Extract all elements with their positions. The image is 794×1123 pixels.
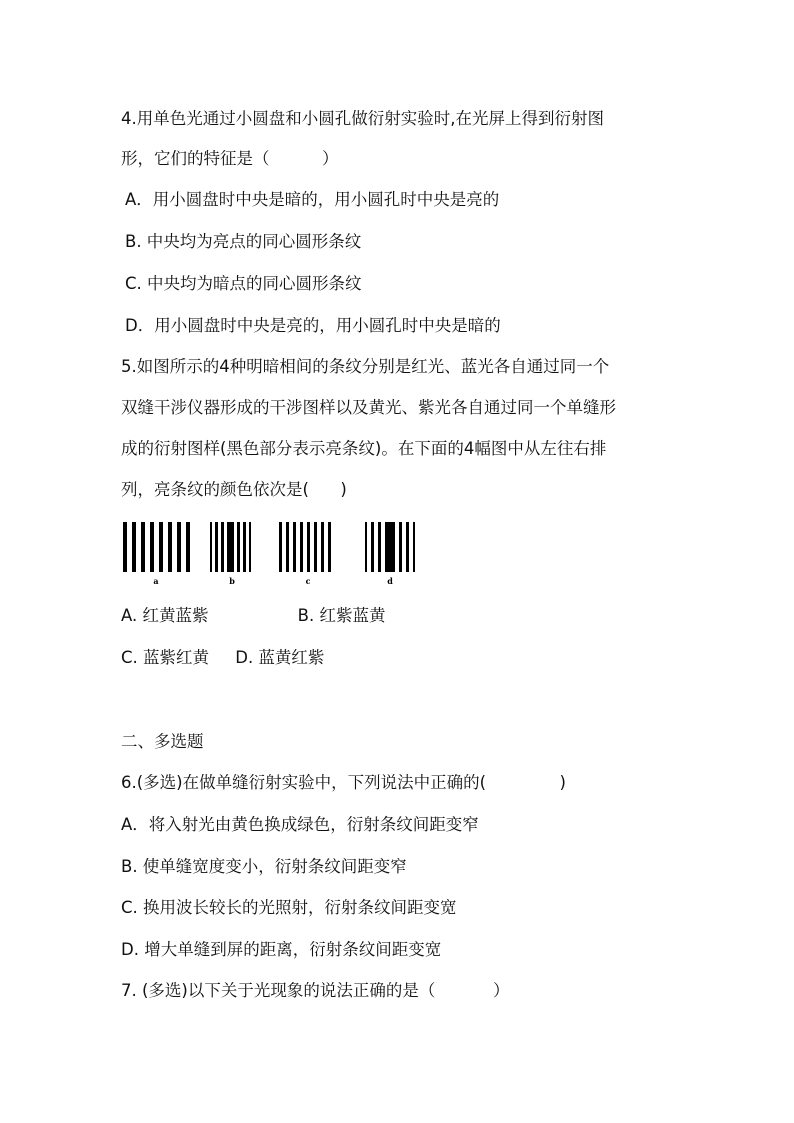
q4-stem-line1: 4.用单色光通过小圆盘和小圆孔做衍射实验时,在光屏上得到衍射图 xyxy=(121,109,604,128)
q5-stem-line1: 5.如图所示的4种明暗相间的条纹分别是红光、蓝光各自通过同一个 xyxy=(121,357,610,376)
q6-option-c: C. 换用波长较长的光照射，衍射条纹间距变宽 xyxy=(121,898,457,917)
q4-stem-line2: 形，它们的特征是（ ） xyxy=(121,149,339,168)
pattern-a xyxy=(123,522,190,586)
q5-options-row2: C. 蓝紫红黄 D. 蓝黄红紫 xyxy=(121,648,325,667)
label-b: b xyxy=(229,576,235,586)
q5-stem-line3: 成的衍射图样(黑色部分表示亮条纹)。在下面的4幅图中从左往右排 xyxy=(121,439,607,458)
pattern-d xyxy=(365,522,415,586)
pattern-b xyxy=(210,522,251,586)
section-title-multiple-choice: 二、多选题 xyxy=(121,732,204,751)
q6-option-d: D. 增大单缝到屏的距离，衍射条纹间距变宽 xyxy=(121,940,442,959)
q5-stem-line2: 双缝干涉仪器形成的干涉图样以及黄光、紫光各自通过同一个单缝形 xyxy=(121,398,616,417)
q5-options-row1: A. 红黄蓝紫 B. 红紫蓝黄 xyxy=(121,606,386,625)
pattern-c xyxy=(279,522,331,586)
q6-option-a: A．将入射光由黄色换成绿色，衍射条纹间距变窄 xyxy=(121,815,479,834)
label-d: d xyxy=(387,576,393,586)
q6-stem: 6.(多选)在做单缝衍射实验中，下列说法中正确的( ) xyxy=(121,773,566,792)
q4-option-d: D．用小圆盘时中央是亮的，用小圆孔时中央是暗的 xyxy=(125,316,501,335)
label-a: a xyxy=(153,576,159,586)
fringe-patterns-figure xyxy=(118,518,428,590)
q7-stem: 7. (多选)以下关于光现象的说法正确的是（ ） xyxy=(121,981,510,1000)
q6-option-b: B. 使单缝宽度变小，衍射条纹间距变窄 xyxy=(121,857,407,876)
label-c: c xyxy=(305,576,311,586)
q4-option-a: A．用小圆盘时中央是暗的，用小圆孔时中央是亮的 xyxy=(125,190,500,209)
q4-option-c: C. 中央均为暗点的同心圆形条纹 xyxy=(125,274,362,293)
q5-stem-line4: 列，亮条纹的颜色依次是( ) xyxy=(121,480,347,499)
q4-option-b: B. 中央均为亮点的同心圆形条纹 xyxy=(125,232,362,251)
